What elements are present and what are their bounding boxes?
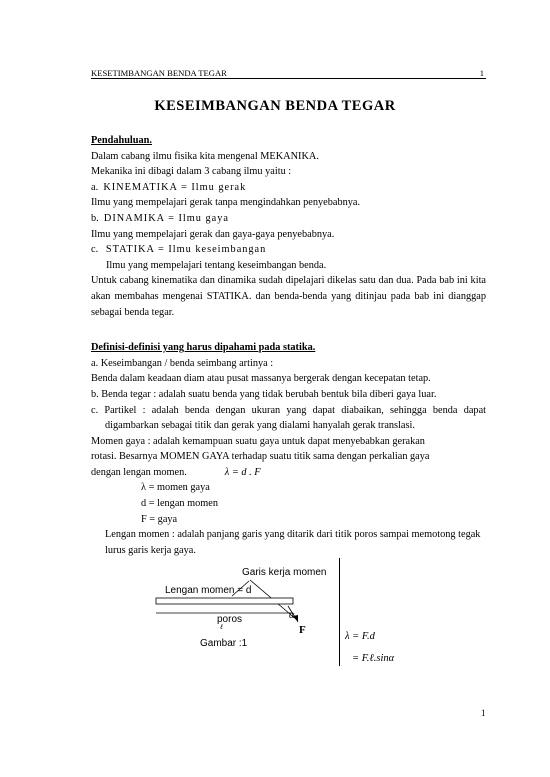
momen-line-1: Momen gaya : adalah kemampuan suatu gaya untuk dapat menyebabkan gerakan: [91, 435, 425, 447]
momen-line-3: [91, 465, 486, 481]
def-a: a. Keseimbangan / benda seimbang artinya :: [91, 357, 274, 369]
section-heading-defs: Definisi-definisi yang harus dipahami pada statika.: [91, 342, 316, 354]
branch-a: [91, 180, 486, 196]
header-title: KESETIMBANGAN BENDA TEGAR: [91, 68, 227, 78]
branch-c-text: STATIKA = Ilmu keseimbangan: [105, 244, 267, 256]
figure-caption: Gambar :1: [200, 638, 248, 649]
intro-line-1: Dalam cabang ilmu fisika kita mengenal MEKANIKA.: [91, 150, 319, 162]
divider-line: [339, 558, 340, 666]
momen-line-3-text: dengan lengan momen.: [91, 466, 187, 478]
section-heading-intro: Pendahuluan.: [91, 135, 152, 146]
label-garis-kerja: Garis kerja momen: [242, 567, 327, 578]
momen-line-2: rotasi. Besarnya MOMEN GAYA terhadap suatu titik sama dengan perkalian gaya: [91, 451, 430, 463]
label-alpha: α: [289, 610, 295, 621]
branch-b: [91, 211, 486, 227]
label-lengan-momen: Lengan momen = d: [165, 585, 252, 596]
branch-a-text: KINEMATIKA = Ilmu gerak: [103, 181, 247, 193]
intro-line-2: Mekanika ini dibagi dalam 3 cabang ilmu yaitu :: [91, 166, 292, 178]
branch-b-desc: Ilmu yang mempelajari gerak dan gaya-gaya penyebabnya.: [91, 228, 335, 240]
running-header: [91, 68, 486, 79]
label-F: F: [299, 624, 306, 636]
def-c: c. Partikel : adalah benda dengan ukuran yang dapat diabaikan, sehingga benda dapat digambarkan sebagai titik dan gerak yang dialami hanyalah gerak translasi.: [91, 404, 486, 432]
figure-1-diagram: [150, 558, 350, 668]
branch-c-label: c.: [91, 244, 99, 256]
branch-c-desc: Ilmu yang mempelajari tentang keseimbangan benda.: [106, 259, 327, 271]
branch-a-label: a.: [91, 181, 99, 193]
branch-b-label: b.: [91, 212, 99, 224]
legend-gaya: F = gaya: [141, 513, 178, 525]
legend-momen-gaya: λ = momen gaya: [141, 482, 210, 494]
header-page-number: 1: [479, 68, 484, 78]
branch-c: [91, 242, 486, 258]
label-poros: poros: [217, 614, 243, 625]
label-ell: ℓ: [220, 623, 223, 631]
intro-paragraph: Untuk cabang kinematika dan dinamika sudah dipelajari dikelas satu dan dua. Pada bab ini kita akan membahas mengenai STATIKA. dan benda-benda yang ditinjau pada bab ini dianggap sebagai benda tegar.: [91, 275, 486, 318]
def-b: b. Benda tegar : adalah suatu benda yang tidak berubah bentuk bila diberi gaya luar.: [91, 388, 437, 400]
page-number: 1: [481, 708, 486, 718]
branch-b-text: DINAMIKA = Ilmu gaya: [103, 212, 229, 224]
legend-lengan-momen: d = lengan momen: [141, 498, 219, 510]
def-a-desc: Benda dalam keadaan diam atau pusat massanya bergerak dengan kecepatan tetap.: [91, 373, 431, 385]
body-text: [91, 133, 486, 558]
branch-a-desc: Ilmu yang mempelajari gerak tanpa mengindahkan penyebabnya.: [91, 197, 361, 209]
equation-1: λ = F.d: [345, 631, 375, 642]
rigid-beam: [156, 598, 293, 604]
page-title: KESEIMBANGAN BENDA TEGAR: [154, 98, 396, 114]
equation-2: = F.ℓ.sinα: [352, 653, 395, 664]
lengan-momen-definition: Lengan momen : adalah panjang garis yang ditarik dari titik poros sampai memotong tegak lurus garis kerja gaya.: [105, 529, 481, 556]
momen-equation: λ = d . F: [224, 466, 261, 478]
